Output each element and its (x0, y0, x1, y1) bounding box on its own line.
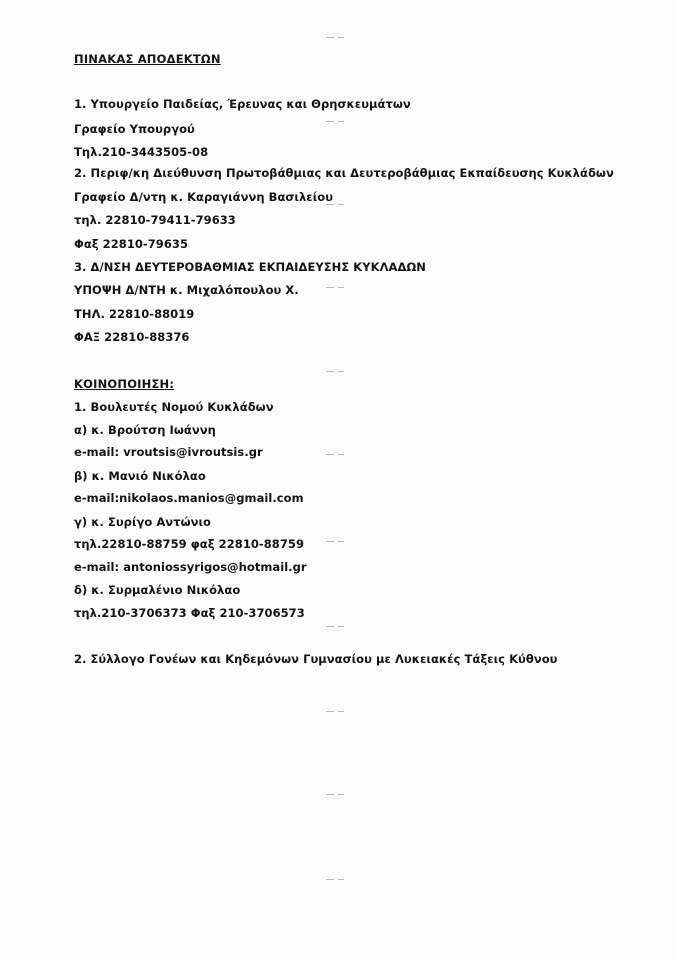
cc-heading: ΚΟΙΝΟΠΟΙΗΣΗ: (74, 377, 175, 391)
recipient-3-attention: ΥΠΟΨΗ Δ/ΝΤΗ κ. Μιχαλόπουλου Χ. (74, 283, 299, 297)
scan-mark (326, 793, 348, 796)
recipient-3-directorate: 3. Δ/ΝΣΗ ΔΕΥΤΕΡΟΒΑΘΜΙΑΣ ΕΚΠΑΙΔΕΥΣΗΣ ΚΥΚΛΑΔΩΝ (74, 260, 426, 274)
recipient-3-fax: ΦΑΞ 22810-88376 (74, 330, 190, 344)
scan-mark (326, 453, 348, 456)
cc-mp-b-email: e-mail:nikolaos.manios@gmail.com (74, 491, 304, 505)
cc-mp-d-phone-fax: τηλ.210-3706373 Φαξ 210-3706573 (74, 606, 305, 620)
scan-mark (326, 625, 348, 628)
recipient-1-phone: Τηλ.210-3443505-08 (74, 145, 209, 159)
scan-mark (326, 286, 348, 289)
cc-mp-c-name: γ) κ. Συρίγο Αντώνιο (74, 515, 211, 529)
scan-mark (326, 540, 348, 543)
recipients-heading: ΠΙΝΑΚΑΣ ΑΠΟΔΕΚΤΩΝ (74, 52, 221, 66)
scan-mark (326, 36, 348, 39)
recipient-2-fax: Φαξ 22810-79635 (74, 237, 189, 251)
cc-mp-a-email: e-mail: vroutsis@ivroutsis.gr (74, 445, 263, 459)
cc-mp-c-phone-fax: τηλ.22810-88759 φαξ 22810-88759 (74, 537, 304, 551)
scan-mark (326, 710, 348, 713)
cc-mp-b-name: β) κ. Μανιό Νικόλαο (74, 469, 206, 483)
cc-mp-d-name: δ) κ. Συρμαλένιο Νικόλαο (74, 583, 241, 597)
cc-item-1-mps: 1. Βουλευτές Νομού Κυκλάδων (74, 400, 274, 414)
cc-mp-c-email: e-mail: antoniossyrigos@hotmail.gr (74, 560, 307, 574)
scan-mark (326, 370, 348, 373)
scan-mark (326, 878, 348, 881)
scan-mark (326, 120, 348, 123)
recipient-3-phone: ΤΗΛ. 22810-88019 (74, 307, 195, 321)
cc-mp-a-name: α) κ. Βρούτση Ιωάννη (74, 423, 216, 437)
recipient-1-ministry: 1. Υπουργείο Παιδείας, Έρευνας και Θρησκευμάτων (74, 97, 411, 111)
recipient-1-office: Γραφείο Υπουργού (74, 122, 195, 136)
recipient-2-directorate: 2. Περιφ/κη Διεύθυνση Πρωτοβάθμιας και Δευτεροβάθμιας Εκπαίδευσης Κυκλάδων (74, 166, 614, 180)
recipient-2-phone: τηλ. 22810-79411-79633 (74, 213, 236, 227)
cc-item-2-parents-association: 2. Σύλλογο Γονέων και Κηδεμόνων Γυμνασίου με Λυκειακές Τάξεις Κύθνου (74, 652, 558, 666)
recipient-2-office: Γραφείο Δ/ντη κ. Καραγιάννη Βασιλείου (74, 190, 334, 204)
